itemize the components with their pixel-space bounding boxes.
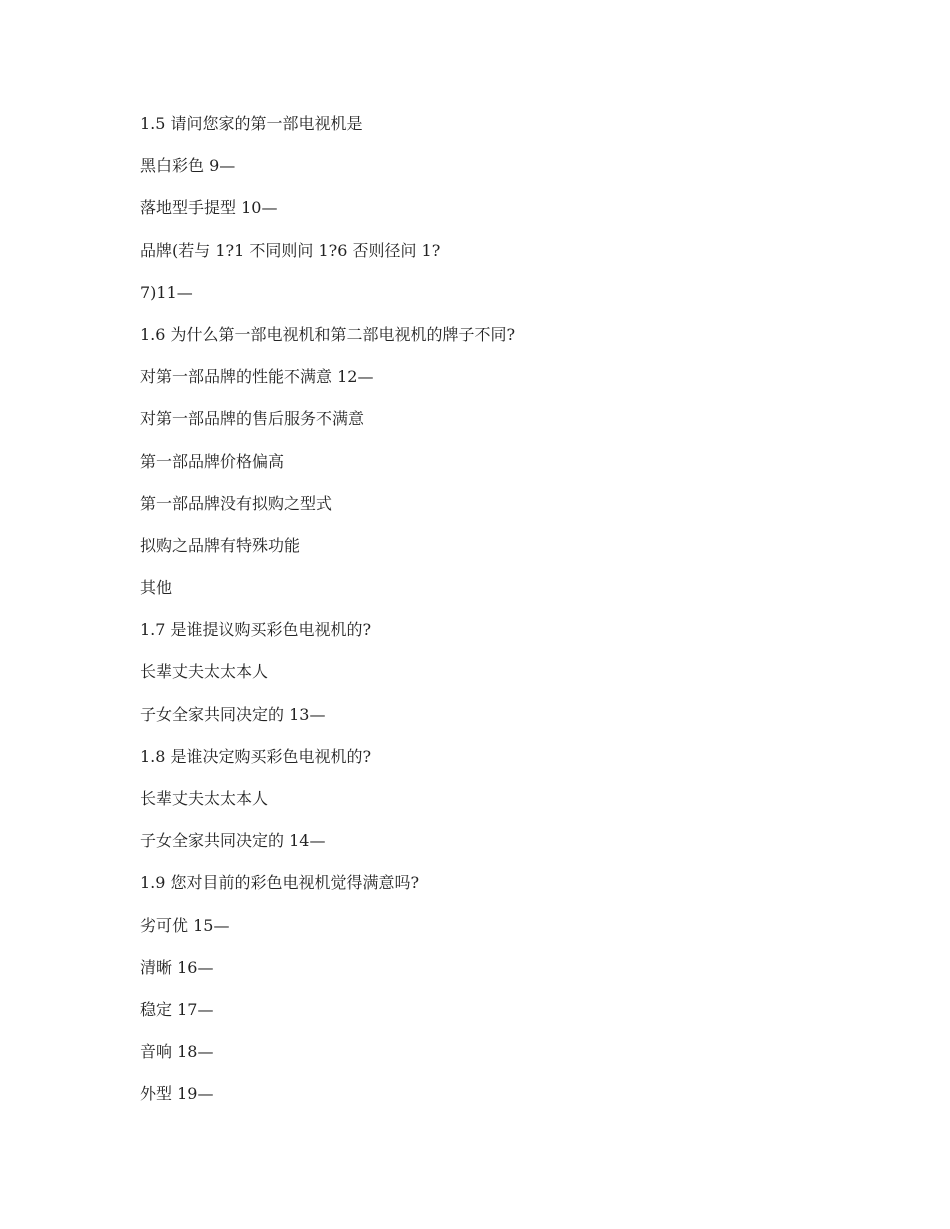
answer-line: 品牌(若与 1?1 不同则问 1?6 否则径问 1?	[140, 240, 441, 260]
answer-line: 其他	[140, 578, 173, 598]
answer-line: 长辈丈夫太太本人	[140, 662, 269, 682]
document-body	[140, 112, 840, 1125]
question-1-9-heading: 1.9 您对目前的彩色电视机觉得满意吗?	[140, 873, 420, 893]
answer-line: 外型 19—	[140, 1084, 214, 1104]
question-1-6-heading: 1.6 为什么第一部电视机和第二部电视机的牌子不同?	[140, 324, 516, 344]
answer-line: 第一部品牌没有拟购之型式	[140, 493, 333, 513]
answer-line: 拟购之品牌有特殊功能	[140, 535, 301, 555]
question-1-8-heading: 1.8 是谁决定购买彩色电视机的?	[140, 746, 372, 766]
answer-line: 音响 18—	[140, 1042, 214, 1062]
answer-line: 7)11—	[140, 282, 193, 302]
answer-line: 稳定 17—	[140, 999, 214, 1019]
answer-line: 对第一部品牌的售后服务不满意	[140, 409, 365, 429]
answer-line: 对第一部品牌的性能不满意 12—	[140, 367, 374, 387]
answer-line: 劣可优 15—	[140, 915, 230, 935]
answer-line: 子女全家共同决定的 14—	[140, 831, 326, 851]
answer-line: 落地型手提型 10—	[140, 198, 278, 218]
answer-line: 长辈丈夫太太本人	[140, 789, 269, 808]
answer-line: 第一部品牌价格偏高	[140, 451, 285, 471]
question-1-7-heading: 1.7 是谁提议购买彩色电视机的?	[140, 620, 372, 640]
answer-line: 清晰 16—	[140, 957, 214, 977]
question-1-5-heading: 1.5 请问您家的第一部电视机是	[140, 114, 363, 133]
answer-line: 子女全家共同决定的 13—	[140, 704, 326, 724]
answer-line: 黑白彩色 9—	[140, 156, 236, 176]
